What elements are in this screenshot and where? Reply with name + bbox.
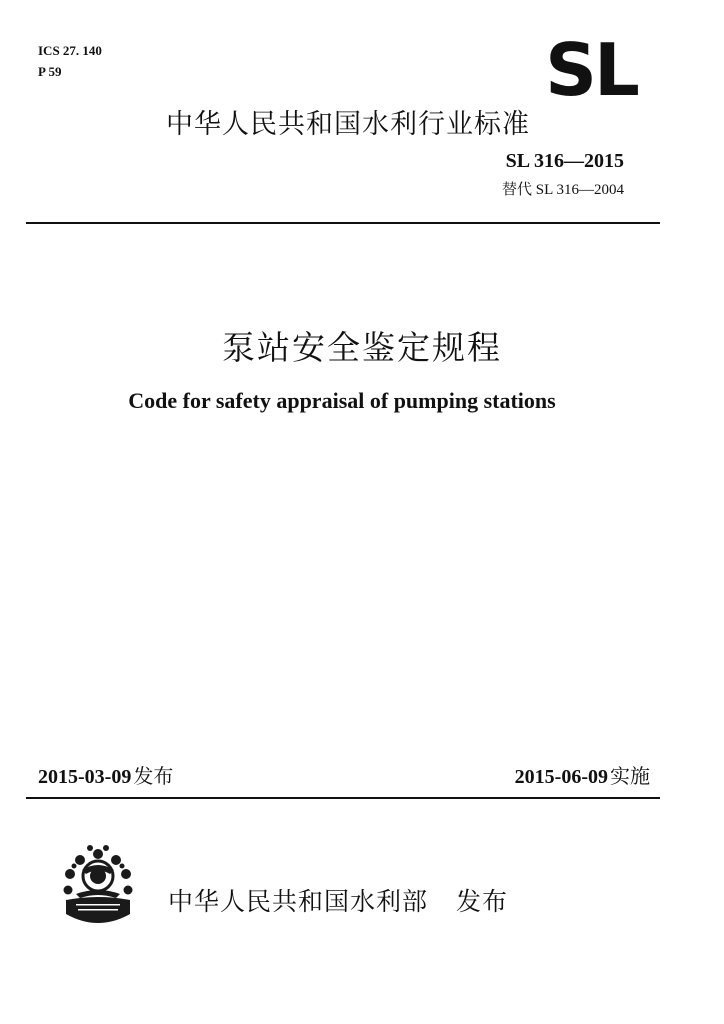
bottom-divider bbox=[26, 797, 660, 799]
issuer-heading: 中华人民共和国水利行业标准 bbox=[166, 109, 530, 140]
sl-logo-text: SL bbox=[545, 40, 637, 98]
implement-date: 2015-06-09 bbox=[514, 766, 608, 788]
ministry-emblem-icon bbox=[46, 834, 150, 938]
document-title-chinese: 泵站安全鉴定规程 bbox=[222, 328, 502, 367]
publisher-line bbox=[168, 882, 508, 918]
document-title-english: Code for safety appraisal of pumping stations bbox=[128, 388, 556, 413]
standard-replaces: 替代 SL 316—2004 bbox=[502, 182, 624, 198]
sl-logo-icon bbox=[536, 40, 646, 98]
ccs-code: P 59 bbox=[38, 64, 62, 79]
classification-codes bbox=[38, 40, 102, 82]
publisher-verb: 发布 bbox=[456, 887, 509, 916]
implement-date-line bbox=[515, 760, 650, 789]
release-date-line bbox=[38, 760, 173, 789]
top-divider bbox=[26, 222, 660, 224]
release-date: 2015-03-09 bbox=[38, 766, 132, 788]
release-label: 发布 bbox=[133, 764, 174, 788]
implement-label: 实施 bbox=[610, 764, 650, 788]
ics-code: ICS 27. 140 bbox=[38, 43, 102, 58]
standard-number: SL 316—2015 bbox=[505, 150, 624, 172]
publisher-name: 中华人民共和国水利部 bbox=[168, 887, 429, 916]
